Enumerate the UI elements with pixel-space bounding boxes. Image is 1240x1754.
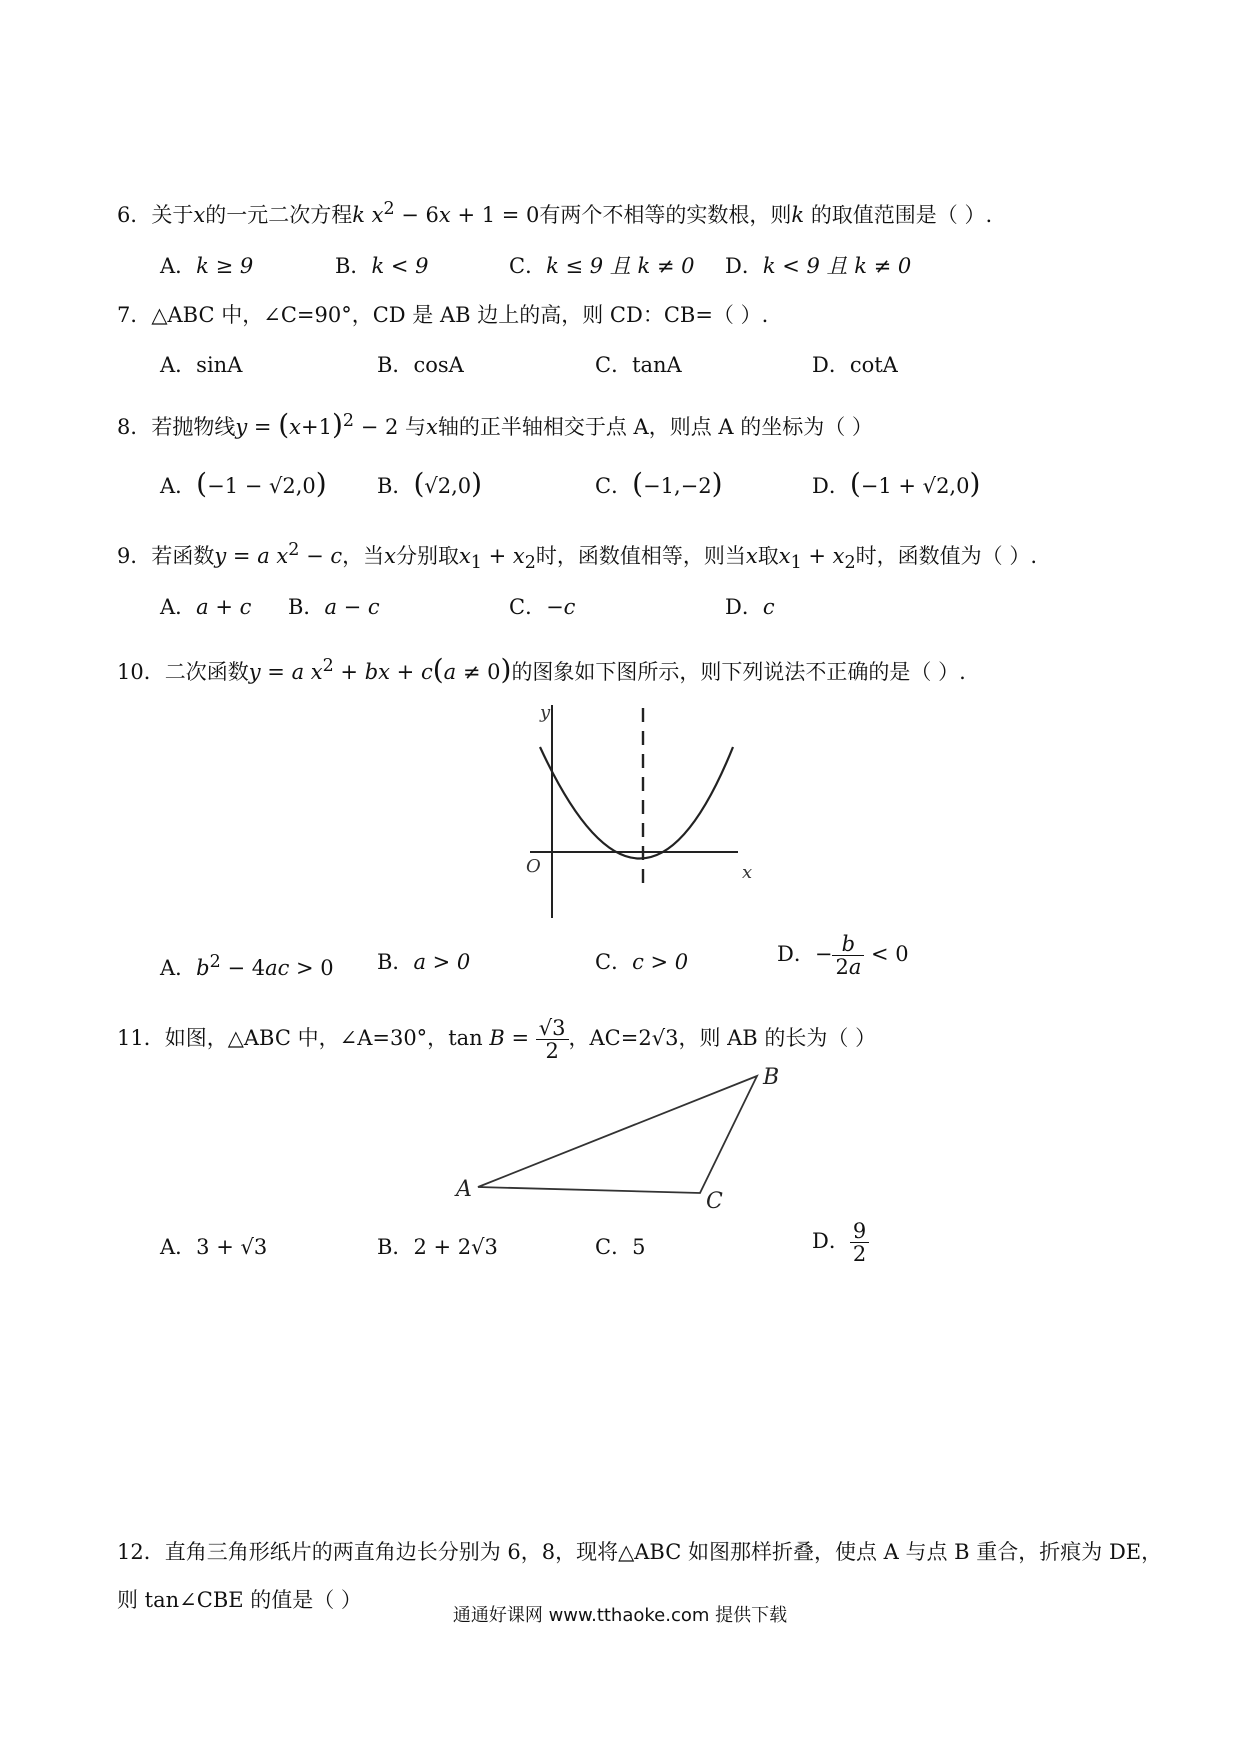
question-11-options bbox=[160, 1220, 1060, 1280]
q11-option-c[interactable]: C．5 bbox=[595, 1235, 646, 1259]
question-7-options bbox=[160, 350, 1060, 380]
q7-option-a[interactable]: A．sinA bbox=[160, 353, 243, 377]
q6-equation: k $x^2 - 6x + 1 = 0$ bbox=[352, 199, 540, 227]
q10-option-c[interactable]: C．c > 0 bbox=[595, 950, 689, 974]
q6-text-1: 6．关于 bbox=[117, 203, 194, 227]
q11-option-b[interactable]: B．2 + 2√3 bbox=[377, 1235, 498, 1259]
q7-option-b[interactable]: B．cosA bbox=[377, 353, 464, 377]
q7-option-c[interactable]: C．tanA bbox=[595, 353, 682, 377]
y-axis-label: y bbox=[540, 702, 551, 723]
q8-option-a[interactable]: A．(−1 − √2,0) bbox=[160, 467, 327, 500]
q9-option-a[interactable]: A．a + c bbox=[160, 595, 252, 619]
question-10-options bbox=[160, 933, 1060, 993]
q9-option-b[interactable]: B．a − c bbox=[288, 595, 380, 619]
triangle-abc bbox=[478, 1076, 757, 1193]
q9-option-d[interactable]: D．c bbox=[725, 595, 775, 619]
q6-var-x: x bbox=[193, 203, 206, 227]
q9-option-c[interactable]: C．−c bbox=[509, 595, 576, 619]
q6-option-c[interactable]: C．k ≤ 9 且 k ≠ 0 bbox=[509, 254, 695, 278]
q6-text-3: 有两个不相等的实数根，则 bbox=[539, 203, 792, 227]
q8-option-d[interactable]: D．(−1 + √2,0) bbox=[812, 467, 981, 500]
q6-option-b[interactable]: B．k < 9 bbox=[335, 254, 429, 278]
origin-label: O bbox=[526, 856, 541, 877]
q11-tan-b: tan B = $\frac{√3}{2}$ bbox=[448, 1026, 568, 1050]
question-9-options bbox=[160, 592, 1060, 622]
q11-option-d[interactable]: D． $\frac{9}{2}$ bbox=[812, 1220, 869, 1265]
q10-option-b[interactable]: B．a > 0 bbox=[377, 950, 471, 974]
footer-credit: 通通好课网 www.tthaoke.com 提供下载 bbox=[452, 1605, 788, 1626]
vertex-a-label: A bbox=[456, 1177, 472, 1202]
question-8-options bbox=[160, 469, 1060, 505]
question-12-line-1: 12．直角三角形纸片的两直角边长分别为 6，8，现将△ABC 如图那样折叠，使点 A 与点 B 重合，折痕为 DE， bbox=[117, 1540, 1163, 1564]
parabola-graph bbox=[500, 700, 760, 922]
question-10-stem: 10．二次函数y = a $x^2$ + bx + c(a ≠ 0)的图象如下图所示，则下列说法不正确的是（ ）. bbox=[117, 653, 966, 686]
q11-option-a[interactable]: A．3 + √3 bbox=[160, 1235, 268, 1259]
question-11-stem: 11．如图，△ABC 中，∠A=30°，tan B = $\frac{√3}{2}$ ，AC=2√3，则 AB 的长为（ ） bbox=[117, 1015, 877, 1063]
q10-option-a[interactable]: A．$b^2 - 4ac > 0$ bbox=[160, 952, 334, 980]
q8-option-b[interactable]: B．(√2,0) bbox=[377, 467, 483, 500]
question-9-stem: 9．若函数y = a $x^2 - c$，当x分别取$x_1 + x_2$时，函数值相等，则当x取$x_1 + x_2$时，函数值为（ ）. bbox=[117, 540, 1037, 574]
q6-text-2: 的一元二次方程 bbox=[205, 203, 353, 227]
q8-equation: $y = (x+1)^2 - 2$ bbox=[235, 408, 399, 441]
q6-option-a[interactable]: A．k ≥ 9 bbox=[160, 254, 254, 278]
q6-option-d[interactable]: D．k < 9 且 k ≠ 0 bbox=[725, 254, 912, 278]
parabola-curve bbox=[540, 747, 733, 859]
vertex-b-label: B bbox=[763, 1065, 780, 1090]
q10-option-d[interactable]: D．− $\frac{b}{2a}$ < 0 bbox=[777, 932, 909, 980]
question-8-stem: 8．若抛物线$y = (x+1)^2 - 2$ 与x轴的正半轴相交于点 A，则点 A 的坐标为（ ） bbox=[117, 408, 873, 441]
q9-equation: y = a $x^2 - c$ bbox=[214, 540, 343, 568]
vertex-c-label: C bbox=[706, 1189, 723, 1212]
q7-option-d[interactable]: D．cotA bbox=[812, 353, 898, 377]
question-12-line-2: 则 tan∠CBE 的值是（ ） bbox=[117, 1588, 362, 1612]
question-6-options bbox=[160, 251, 1060, 281]
question-6-stem bbox=[117, 194, 992, 230]
question-7-stem: 7．△ABC 中，∠C=90°，CD 是 AB 边上的高，则 CD：CB=（ ）. bbox=[117, 303, 769, 327]
q6-text-4: 的取值范围是（ ）. bbox=[810, 203, 993, 227]
x-axis-label: x bbox=[742, 862, 753, 883]
q6-var-k: k bbox=[791, 203, 805, 227]
triangle-abc-figure bbox=[452, 1062, 797, 1212]
q10-equation: y = a $x^2$ + bx + c(a ≠ 0) bbox=[248, 653, 512, 686]
q8-option-c[interactable]: C．(−1,−2) bbox=[595, 467, 723, 500]
